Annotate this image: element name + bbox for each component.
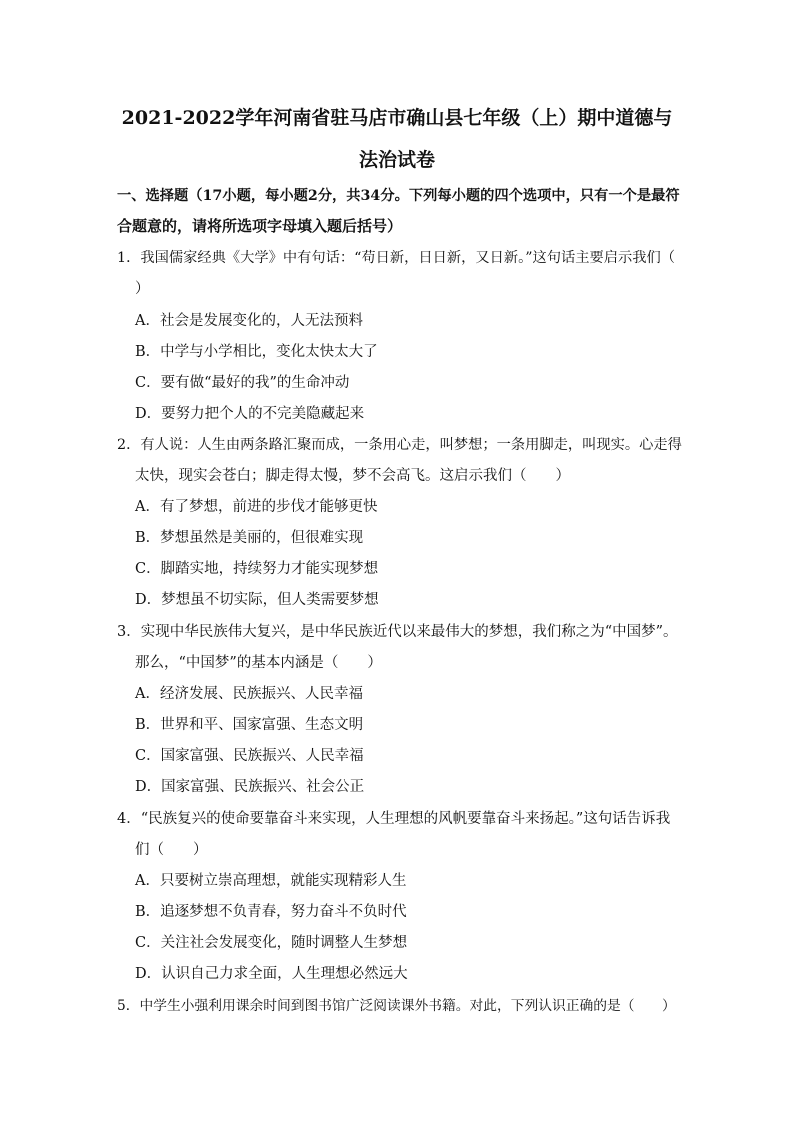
- question-4-option-b: B．追逐梦想不负青春，努力奋斗不负时代: [135, 904, 407, 920]
- question-3-option-d: D．国家富强、民族振兴、社会公正: [135, 779, 365, 795]
- question-2-option-b: B．梦想虽然是美丽的，但很难实现: [135, 530, 364, 546]
- question-2-stem-cont: 太快，现实会苍白；脚走得太慢，梦不会高飞。这启示我们（ ）: [135, 468, 570, 484]
- exam-title-line-1: 2021-2022学年河南省驻马店市确山县七年级（上）期中道德与: [121, 107, 673, 129]
- question-5-stem: 5．中学生小强利用课余时间到图书馆广泛阅读课外书籍。对此，下列认识正确的是（ ）: [117, 998, 676, 1014]
- question-1-stem: 1．我国儒家经典《大学》中有句话：“苟日新，日日新，又日新。”这句话主要启示我们（: [117, 250, 676, 266]
- section-heading-line-2: 合题意的，请将所选项字母填入题后括号）: [117, 217, 403, 235]
- question-4-option-d: D．认识自己力求全面，人生理想必然远大: [135, 966, 408, 982]
- question-4-option-c: C．关注社会发展变化，随时调整人生梦想: [135, 935, 408, 951]
- question-4-option-a: A．只要树立崇高理想，就能实现精彩人生: [135, 873, 407, 889]
- question-4-stem: 4．“民族复兴的使命要靠奋斗来实现，人生理想的风帆要靠奋斗来扬起。”这句话告诉我: [117, 811, 671, 827]
- question-3-option-a: A．经济发展、民族振兴、人民幸福: [135, 686, 363, 702]
- question-1-option-d: D．要努力把个人的不完美隐藏起来: [135, 406, 365, 422]
- question-1-option-b: B．中学与小学相比，变化太快太大了: [135, 344, 378, 360]
- question-3-stem: 3．实现中华民族伟大复兴，是中华民族近代以来最伟大的梦想，我们称之为“中国梦”。: [117, 624, 678, 640]
- exam-title-line-2: 法治试卷: [358, 149, 435, 171]
- question-3-option-c: C．国家富强、民族振兴、人民幸福: [135, 748, 364, 764]
- question-1-option-c: C．要有做“最好的我”的生命冲动: [135, 375, 350, 391]
- question-1-option-a: A．社会是发展变化的，人无法预料: [135, 313, 363, 329]
- section-heading-line-1: 一、选择题（17小题，每小题2分，共34分。下列每小题的四个选项中，只有一个是最符: [117, 188, 680, 204]
- question-1-stem-cont: ）: [135, 281, 150, 297]
- question-2-option-a: A．有了梦想，前进的步伐才能够更快: [135, 499, 378, 515]
- question-4-stem-cont: 们（ ）: [135, 842, 208, 858]
- question-2-option-c: C．脚踏实地，持续努力才能实现梦想: [135, 561, 379, 577]
- question-2-stem: 2．有人说：人生由两条路汇聚而成，一条用心走，叫梦想；一条用脚走，叫现实。心走得: [117, 437, 682, 453]
- question-3-option-b: B．世界和平、国家富强、生态文明: [135, 717, 364, 733]
- question-3-stem-cont: 那么，“中国梦”的基本内涵是（ ）: [135, 655, 382, 671]
- question-2-option-d: D．梦想虽不切实际，但人类需要梦想: [135, 592, 379, 608]
